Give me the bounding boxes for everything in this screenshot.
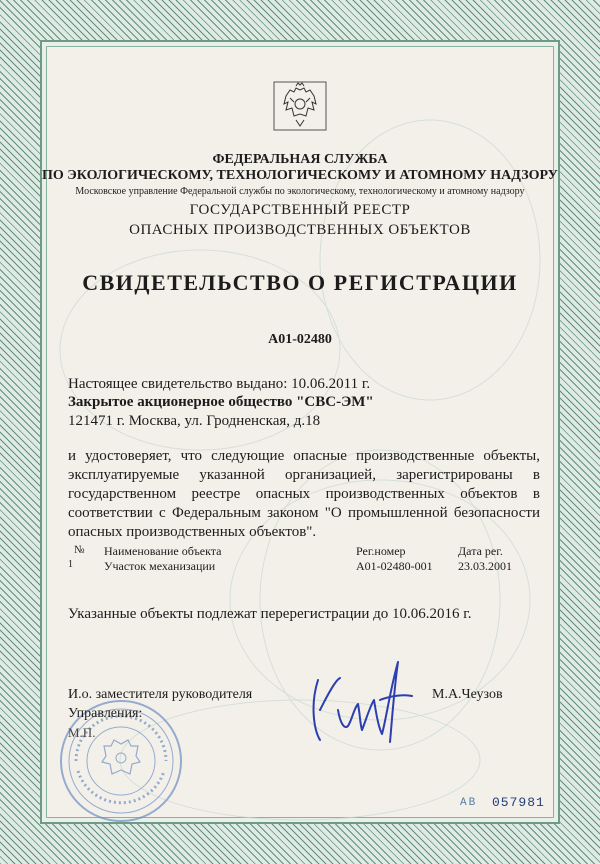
certification-text-line: эксплуатируемые указанной организацией, зарегистрированы в [68, 467, 540, 483]
table-header-object-name: Наименование объекта [104, 544, 222, 558]
certification-text-line: опасных производственных объектов". [68, 524, 317, 540]
registry-name-line-2: ОПАСНЫХ ПРОИЗВОДСТВЕННЫХ ОБЪЕКТОВ [129, 222, 471, 238]
certification-text-line: государственном реестре опасных производственных объектов в [68, 486, 540, 502]
table-header-number: № [74, 544, 85, 556]
reregistration-note: Указанные объекты подлежат перерегистрации до 10.06.2016 г. [68, 606, 472, 622]
company-name: Закрытое акционерное общество "СВС-ЭМ" [68, 394, 374, 410]
handwritten-signature [300, 650, 420, 750]
serial-series: АВ [460, 797, 478, 809]
table-cell-object-name: Участок механизации [104, 559, 216, 573]
certificate-number: А01-02480 [268, 332, 332, 347]
agency-name-line-2: ПО ЭКОЛОГИЧЕСКОМУ, ТЕХНОЛОГИЧЕСКОМУ И АТОМНОМУ НАДЗОРУ [42, 168, 558, 183]
stamp-place-label: М.П. [68, 725, 96, 740]
issue-date-line: Настоящее свидетельство выдано: 10.06.2011 г. [68, 376, 371, 392]
company-address: 121471 г. Москва, ул. Гродненская, д.18 [68, 413, 321, 429]
signatory-position-line-1: И.о. заместителя руководителя [68, 687, 253, 702]
serial-number: 057981 [492, 795, 545, 810]
signatory-position-line-2: Управления: [68, 706, 143, 721]
signatory-name: М.А.Чеузов [432, 687, 503, 702]
table-cell-number: 1 [68, 559, 73, 570]
table-header-reg-number: Рег.номер [356, 544, 406, 558]
certification-text-line: соответствии с Федеральным законом "О промышленной безопасности [68, 505, 540, 521]
registry-name-line-1: ГОСУДАРСТВЕННЫЙ РЕЕСТР [189, 202, 411, 218]
table-header-reg-date: Дата рег. [458, 544, 503, 558]
agency-subdivision: Московское управление Федеральной службы по экологическому, технологическому и атомному надзору [75, 186, 525, 197]
table-cell-reg-number: А01-02480-001 [356, 559, 433, 573]
certification-text-line: и удостоверяет, что следующие опасные производственные объекты, [68, 448, 540, 464]
table-cell-reg-date: 23.03.2001 [458, 559, 512, 573]
double-headed-eagle-icon [272, 80, 328, 132]
agency-name-line-1: ФЕДЕРАЛЬНАЯ СЛУЖБА [212, 152, 388, 167]
certificate-title: СВИДЕТЕЛЬСТВО О РЕГИСТРАЦИИ [82, 270, 518, 295]
